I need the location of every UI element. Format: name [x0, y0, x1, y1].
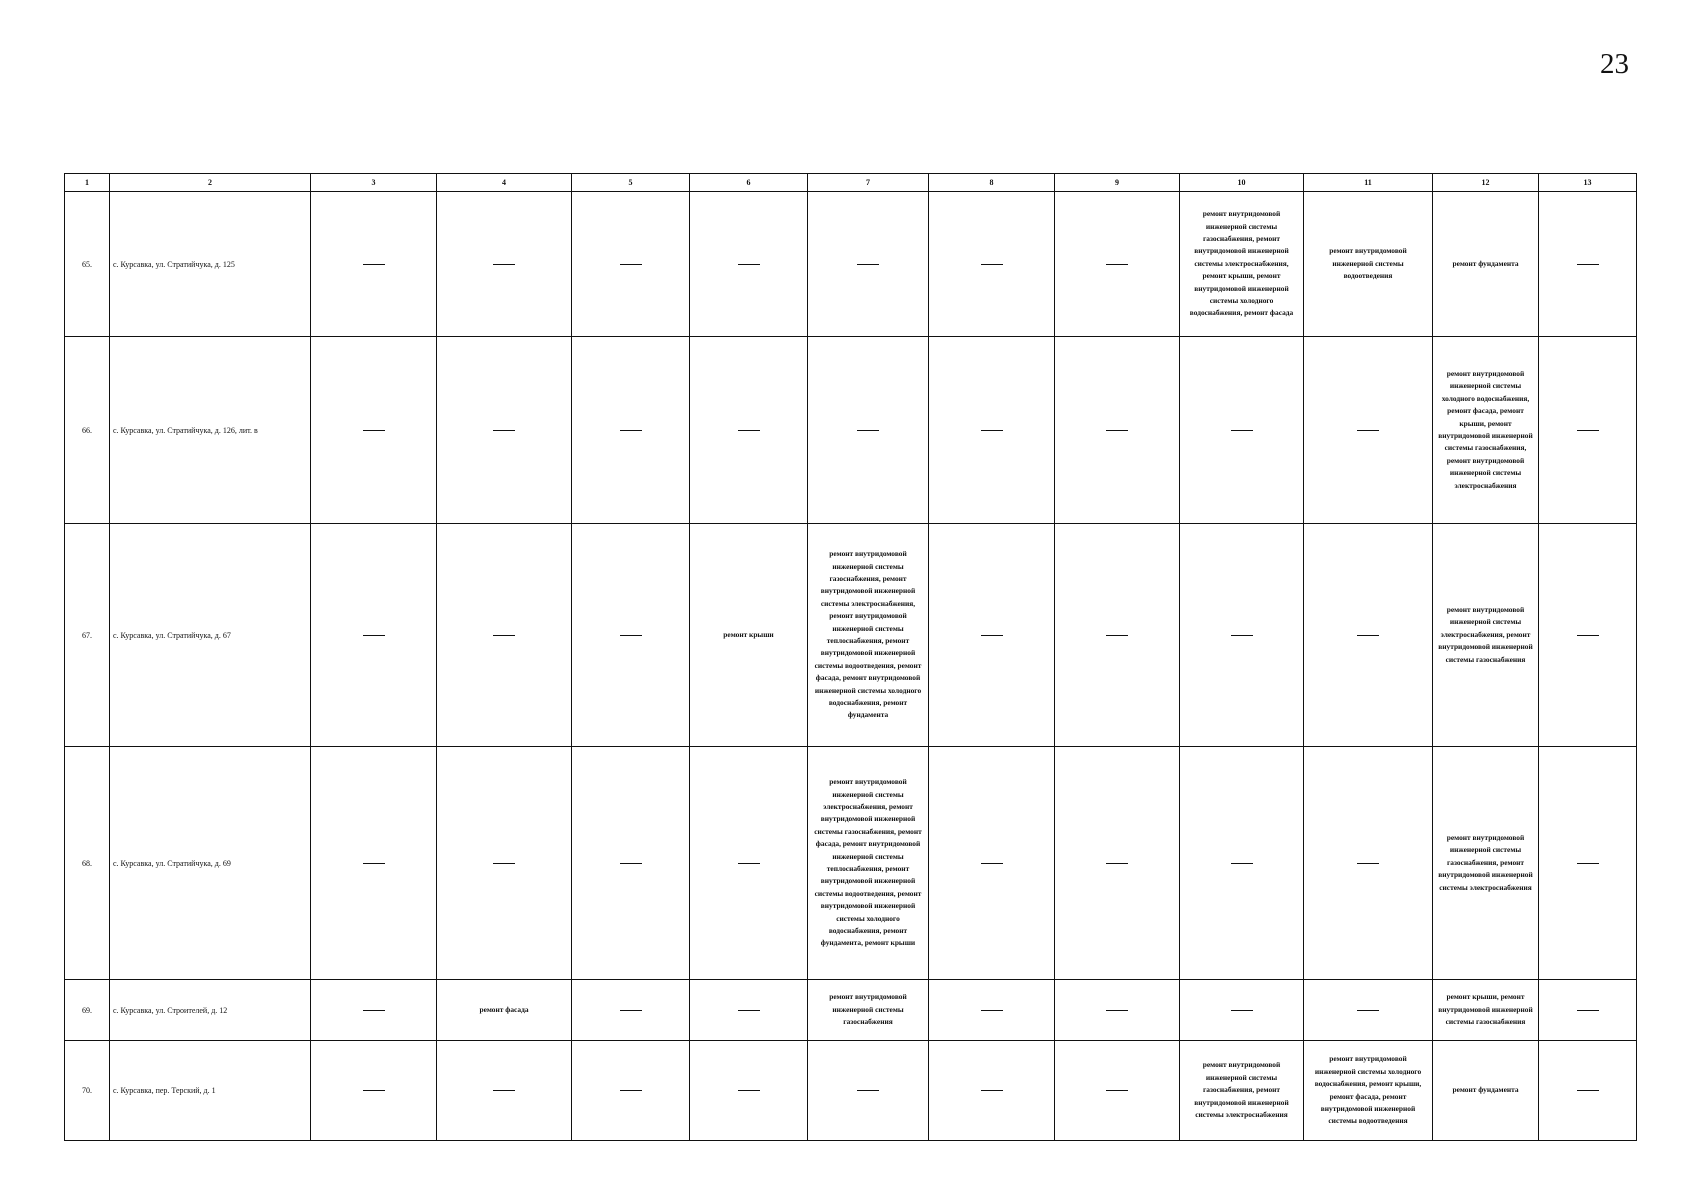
work-description: ремонт крыши [723, 629, 774, 639]
work-cell-c13 [1539, 747, 1637, 980]
dash-mark [1231, 430, 1253, 431]
work-cell-c11 [1304, 747, 1433, 980]
work-cell-c5 [572, 192, 690, 337]
work-description: ремонт внутридомовой инженерной системы холодного водоснабжения, ремонт фасада, ремонт крыши, ремонт внутридомовой инженерной системы газоснабжения, ремонт внутридомовой инженерной системы электроснабжения [1438, 368, 1533, 490]
work-cell-c6 [690, 747, 808, 980]
dash-mark [1106, 1010, 1128, 1011]
table-row [65, 192, 1637, 337]
work-cell-c5 [572, 747, 690, 980]
work-description: ремонт фундамента [1452, 258, 1519, 268]
dash-mark [857, 430, 879, 431]
work-cell-c5 [572, 524, 690, 747]
dash-mark [981, 1090, 1003, 1091]
work-description: ремонт фундамента [1452, 1085, 1519, 1095]
work-cell-c4 [437, 1041, 572, 1141]
work-description: ремонт внутридомовой инженерной системы водоотведения [1329, 246, 1407, 281]
work-cell-c7 [808, 980, 929, 1041]
work-cell-c9 [1055, 524, 1180, 747]
work-cell-c6 [690, 337, 808, 524]
work-cell-c8 [929, 192, 1055, 337]
dash-mark [1231, 1010, 1253, 1011]
work-cell-c9 [1055, 192, 1180, 337]
dash-mark [493, 635, 515, 636]
column-number-row [65, 174, 1637, 192]
dash-mark [363, 863, 385, 864]
dash-mark [363, 635, 385, 636]
work-cell-c8 [929, 980, 1055, 1041]
work-cell-c8 [929, 337, 1055, 524]
dash-mark [363, 264, 385, 265]
column-header: 13 [1539, 174, 1637, 192]
column-header: 7 [808, 174, 929, 192]
table-row [65, 524, 1637, 747]
work-cell-c3 [311, 1041, 437, 1141]
dash-mark [620, 264, 642, 265]
dash-mark [363, 430, 385, 431]
work-description: ремонт внутридомовой инженерной системы электроснабжения, ремонт внутридомовой инженерной системы газоснабжения [1438, 604, 1533, 664]
dash-mark [620, 430, 642, 431]
work-cell-c8 [929, 747, 1055, 980]
dash-mark [1231, 863, 1253, 864]
row-number: 69. [65, 980, 110, 1041]
work-cell-c13 [1539, 1041, 1637, 1141]
row-number: 67. [65, 524, 110, 747]
dash-mark [1106, 863, 1128, 864]
work-cell-c9 [1055, 747, 1180, 980]
dash-mark [857, 1090, 879, 1091]
work-cell-c4 [437, 524, 572, 747]
column-header: 1 [65, 174, 110, 192]
row-number: 65. [65, 192, 110, 337]
dash-mark [363, 1010, 385, 1011]
work-cell-c7 [808, 1041, 929, 1141]
page-number: 23 [1600, 48, 1629, 80]
work-cell-c5 [572, 337, 690, 524]
work-cell-c13 [1539, 192, 1637, 337]
dash-mark [981, 264, 1003, 265]
work-cell-c7 [808, 192, 929, 337]
work-cell-c8 [929, 1041, 1055, 1141]
dash-mark [620, 1010, 642, 1011]
column-header: 4 [437, 174, 572, 192]
work-cell-c5 [572, 980, 690, 1041]
dash-mark [1357, 1010, 1379, 1011]
work-cell-c8 [929, 524, 1055, 747]
work-cell-c5 [572, 1041, 690, 1141]
work-cell-c6 [690, 524, 808, 747]
dash-mark [738, 863, 760, 864]
work-cell-c3 [311, 337, 437, 524]
work-cell-c9 [1055, 337, 1180, 524]
work-description: ремонт крыши, ремонт внутридомовой инженерной системы газоснабжения [1438, 992, 1533, 1027]
work-cell-c10 [1180, 747, 1304, 980]
work-description: ремонт фасада [479, 1004, 529, 1014]
work-cell-c10 [1180, 192, 1304, 337]
column-header: 9 [1055, 174, 1180, 192]
work-description: ремонт внутридомовой инженерной системы газоснабжения, ремонт внутридомовой инженерной системы электроснабжения [1194, 1060, 1289, 1120]
work-cell-c11 [1304, 980, 1433, 1041]
column-header: 11 [1304, 174, 1433, 192]
dash-mark [493, 430, 515, 431]
table-row [65, 337, 1637, 524]
dash-mark [1106, 430, 1128, 431]
dash-mark [1357, 430, 1379, 431]
dash-mark [738, 430, 760, 431]
address-cell: с. Курсавка, ул. Стратийчука, д. 125 [110, 192, 311, 337]
work-cell-c11 [1304, 1041, 1433, 1141]
work-cell-c10 [1180, 337, 1304, 524]
work-cell-c6 [690, 1041, 808, 1141]
work-cell-c6 [690, 980, 808, 1041]
work-cell-c13 [1539, 337, 1637, 524]
work-description: ремонт внутридомовой инженерной системы холодного водоснабжения, ремонт крыши, ремонт фасада, ремонт внутридомовой инженерной системы водоотведения [1314, 1054, 1422, 1126]
work-cell-c4 [437, 192, 572, 337]
work-cell-c12 [1433, 192, 1539, 337]
dash-mark [738, 264, 760, 265]
dash-mark [493, 1090, 515, 1091]
work-description: ремонт внутридомовой инженерной системы газоснабжения [829, 992, 907, 1027]
dash-mark [1577, 1010, 1599, 1011]
work-cell-c12 [1433, 337, 1539, 524]
dash-mark [620, 1090, 642, 1091]
dash-mark [620, 635, 642, 636]
work-cell-c3 [311, 192, 437, 337]
work-cell-c10 [1180, 980, 1304, 1041]
work-cell-c9 [1055, 1041, 1180, 1141]
work-cell-c12 [1433, 524, 1539, 747]
row-number: 68. [65, 747, 110, 980]
column-header: 5 [572, 174, 690, 192]
work-cell-c9 [1055, 980, 1180, 1041]
dash-mark [620, 863, 642, 864]
dash-mark [1357, 863, 1379, 864]
dash-mark [1577, 635, 1599, 636]
work-description: ремонт внутридомовой инженерной системы газоснабжения, ремонт внутридомовой инженерной системы электроснабжения [1438, 832, 1533, 892]
work-cell-c7 [808, 337, 929, 524]
work-cell-c12 [1433, 980, 1539, 1041]
work-cell-c11 [1304, 524, 1433, 747]
dash-mark [1577, 863, 1599, 864]
dash-mark [1577, 430, 1599, 431]
work-description: ремонт внутридомовой инженерной системы газоснабжения, ремонт внутридомовой инженерной системы электроснабжения, ремонт внутридомовой инженерной системы теплоснабжения, ремонт внутридомовой инженерной системы водоотведения, ремонт фасада, ремонт внутридомовой инженерной системы холодного водоснабжения, ремонт фундамента [814, 549, 922, 720]
work-cell-c11 [1304, 337, 1433, 524]
dash-mark [981, 430, 1003, 431]
work-cell-c3 [311, 747, 437, 980]
table-row [65, 980, 1637, 1041]
dash-mark [981, 863, 1003, 864]
row-number: 66. [65, 337, 110, 524]
dash-mark [493, 264, 515, 265]
work-cell-c11 [1304, 192, 1433, 337]
address-cell: с. Курсавка, ул. Строителей, д. 12 [110, 980, 311, 1041]
column-header: 10 [1180, 174, 1304, 192]
dash-mark [1106, 1090, 1128, 1091]
dash-mark [1577, 1090, 1599, 1091]
dash-mark [1231, 635, 1253, 636]
dash-mark [363, 1090, 385, 1091]
work-cell-c7 [808, 524, 929, 747]
work-cell-c4 [437, 980, 572, 1041]
row-number: 70. [65, 1041, 110, 1141]
table-row [65, 1041, 1637, 1141]
address-cell: с. Курсавка, ул. Стратийчука, д. 126, лит. в [110, 337, 311, 524]
work-cell-c10 [1180, 524, 1304, 747]
address-cell: с. Курсавка, ул. Стратийчука, д. 69 [110, 747, 311, 980]
column-header: 8 [929, 174, 1055, 192]
work-cell-c7 [808, 747, 929, 980]
dash-mark [738, 1010, 760, 1011]
table-row [65, 747, 1637, 980]
work-cell-c4 [437, 337, 572, 524]
dash-mark [981, 1010, 1003, 1011]
work-cell-c6 [690, 192, 808, 337]
work-cell-c10 [1180, 1041, 1304, 1141]
dash-mark [1106, 264, 1128, 265]
repair-schedule-table [64, 173, 1637, 1141]
column-header: 3 [311, 174, 437, 192]
work-cell-c3 [311, 980, 437, 1041]
work-cell-c13 [1539, 980, 1637, 1041]
dash-mark [857, 264, 879, 265]
dash-mark [738, 1090, 760, 1091]
work-cell-c12 [1433, 1041, 1539, 1141]
work-cell-c3 [311, 524, 437, 747]
work-cell-c13 [1539, 524, 1637, 747]
dash-mark [1577, 264, 1599, 265]
dash-mark [493, 863, 515, 864]
work-description: ремонт внутридомовой инженерной системы газоснабжения, ремонт внутридомовой инженерной системы электроснабжения, ремонт крыши, ремонт внутридомовой инженерной системы холодного водоснабжения, ремонт фасада [1189, 209, 1294, 318]
address-cell: с. Курсавка, ул. Стратийчука, д. 67 [110, 524, 311, 747]
work-cell-c4 [437, 747, 572, 980]
column-header: 12 [1433, 174, 1539, 192]
dash-mark [1106, 635, 1128, 636]
column-header: 2 [110, 174, 311, 192]
dash-mark [1357, 635, 1379, 636]
address-cell: с. Курсавка, пер. Терский, д. 1 [110, 1041, 311, 1141]
work-description: ремонт внутридомовой инженерной системы электроснабжения, ремонт внутридомовой инженерной системы газоснабжения, ремонт фасада, ремонт внутридомовой инженерной системы теплоснабжения, ремонт внутридомовой инженерной системы водоотведения, ремонт внутридомовой инженерной системы холодного водоснабжения, ремонт фундамента, ремонт крыши [814, 777, 922, 948]
dash-mark [981, 635, 1003, 636]
work-cell-c12 [1433, 747, 1539, 980]
column-header: 6 [690, 174, 808, 192]
